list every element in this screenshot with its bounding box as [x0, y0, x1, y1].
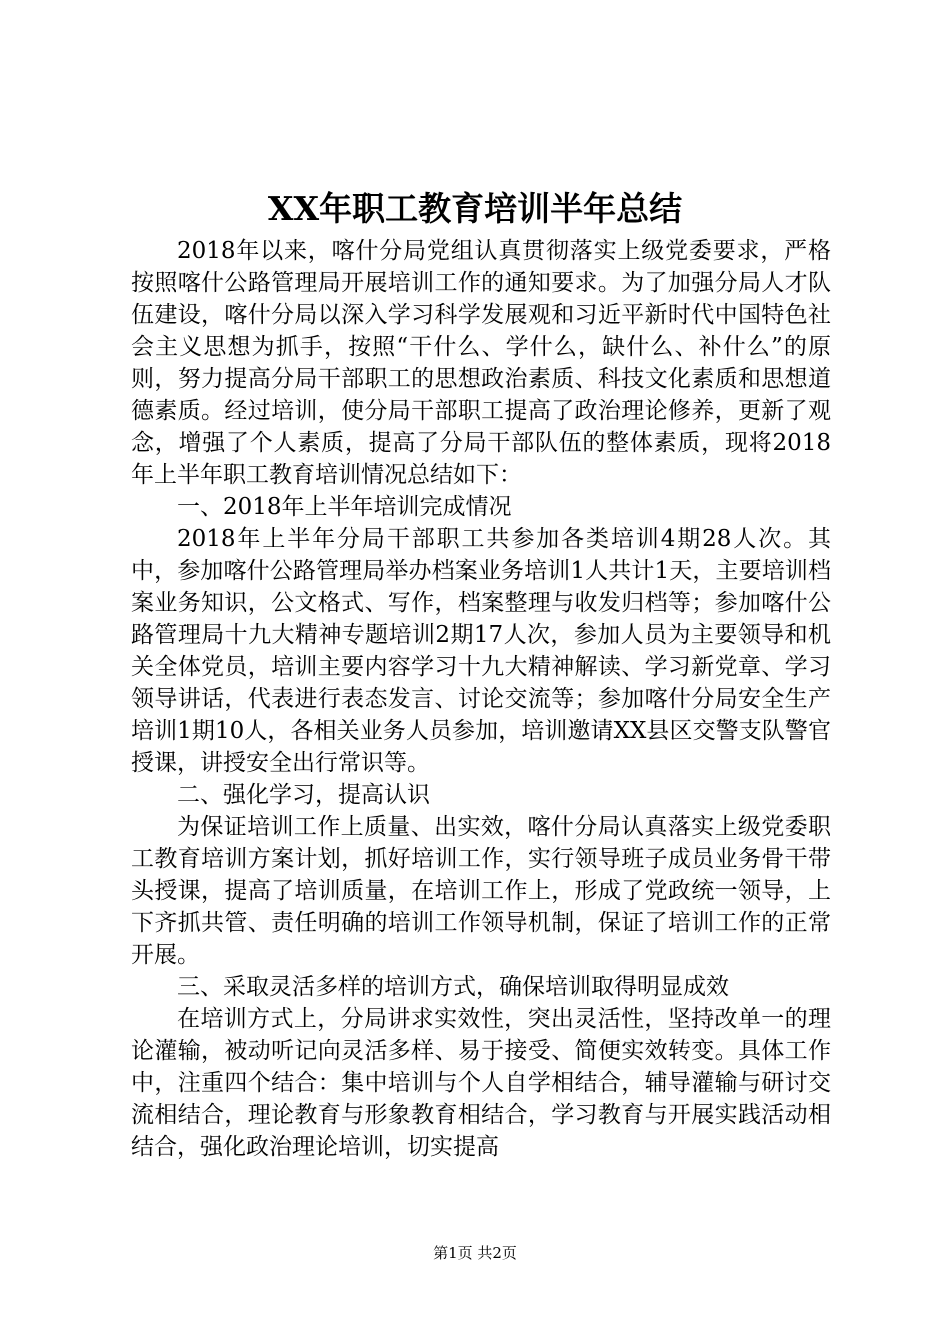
paragraph-intro: 2018年以来，喀什分局党组认真贯彻落实上级党委要求，严格按照喀什公路管理局开展培训工作的通知要求。为了加强分局人才队伍建设，喀什分局以深入学习科学发展观和习近平新时代中国特色社会主义思想为抓手，按照“干什么、学什么，缺什么、补什么”的原则，努力提高分局干部职工的思想政治素质、科技文化素质和思想道德素质。经过培训，使分局干部职工提高了政治理论修养，更新了观念，增强了个人素质，提高了分局干部队伍的整体素质，现将2018年上半年职工教育培训情况总结如下： — [131, 238, 831, 488]
paragraph-section-1: 2018年上半年分局干部职工共参加各类培训4期28人次。其中，参加喀什公路管理局举办档案业务培训1人共计1天，主要培训档案业务知识，公文格式、写作，档案整理与收发归档等；参加喀什公路管理局十九大精神专题培训2期17人次，参加人员为主要领导和机关全体党员，培训主要内容学习十九大精神解读、学习新党章、学习领导讲话，代表进行表态发言、讨论交流等；参加喀什分局安全生产培训1期10人，各相关业务人员参加，培训邀请XX县区交警支队警官授课，讲授安全出行常识等。 — [131, 526, 831, 776]
paragraph-section-3: 在培训方式上，分局讲求实效性，突出灵活性，坚持改单一的理论灌输，被动听记向灵活多样、易于接受、简便实效转变。具体工作中，注重四个结合：集中培训与个人自学相结合，辅导灌输与研讨交流相结合，理论教育与形象教育相结合，学习教育与开展实践活动相结合，强化政治理论培训，切实提高 — [131, 1006, 831, 1160]
heading-section-3: 三、采取灵活多样的培训方式，确保培训取得明显成效 — [177, 974, 729, 1000]
page-footer: 第1页 共2页 — [433, 1244, 517, 1262]
heading-section-1: 一、2018年上半年培训完成情况 — [177, 494, 512, 520]
heading-section-2: 二、强化学习，提高认识 — [177, 782, 430, 808]
document-title: XX年职工教育培训半年总结 — [267, 189, 683, 228]
document-body — [131, 235, 831, 1163]
paragraph-section-2: 为保证培训工作上质量、出实效，喀什分局认真落实上级党委职工教育培训方案计划，抓好培训工作，实行领导班子成员业务骨干带头授课，提高了培训质量，在培训工作上，形成了党政统一领导，上下齐抓共管、责任明确的培训工作领导机制，保证了培训工作的正常开展。 — [131, 814, 831, 968]
